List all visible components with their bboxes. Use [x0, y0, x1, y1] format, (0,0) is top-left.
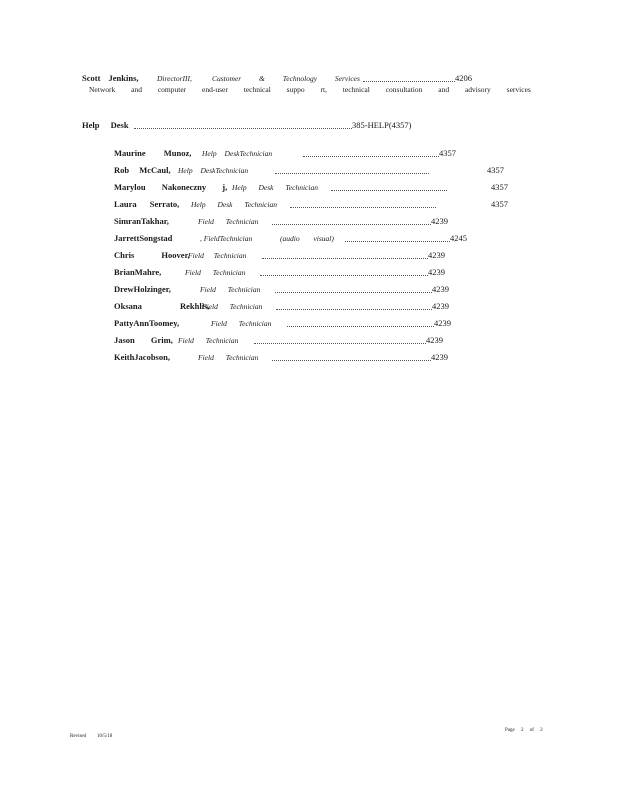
staff-title: Field Technician — [185, 268, 246, 277]
staff-title: Help DeskTechnician — [202, 149, 273, 158]
staff-title: Field Technician — [202, 302, 263, 311]
leader-dots — [331, 190, 447, 191]
leader-dots — [276, 309, 432, 310]
staff-title: Field Technician — [200, 285, 261, 294]
leader-dots — [272, 224, 431, 225]
leader-dots — [345, 241, 450, 242]
staff-name: KeithJacobson, — [114, 352, 170, 362]
staff-name: Maurine Munoz, — [114, 148, 192, 158]
helpdesk-number: 385-HELP(4357) — [352, 120, 412, 130]
staff-name: JarrettSongstad — [114, 233, 173, 243]
staff-extension: 4357 — [491, 182, 508, 192]
staff-title: Help Desk Technician — [191, 200, 277, 209]
staff-title: Field Technician — [198, 353, 259, 362]
staff-name: Laura Serrato, — [114, 199, 180, 209]
staff-name: Marylou Nakoneczny j, — [114, 182, 228, 192]
director-name: Scott Jenkins, — [82, 73, 139, 83]
director-description: Network and computer end-user technical suppo rt, technical consultation and advisory services — [89, 85, 531, 94]
staff-extension: 4357 — [439, 148, 456, 158]
director-extension: 4206 — [455, 73, 472, 83]
staff-name: SimranTakhar, — [114, 216, 169, 226]
staff-extension: 4239 — [428, 250, 445, 260]
staff-title: Field Technician — [188, 251, 247, 260]
staff-extension: 4357 — [487, 165, 504, 175]
staff-title: Help Desk Technician — [232, 183, 318, 192]
staff-extension: 4239 — [432, 284, 449, 294]
staff-title: Help DeskTechnician — [178, 166, 249, 175]
staff-name: PattyAnnToomey, — [114, 318, 180, 328]
staff-note: (audio visual) — [280, 234, 334, 243]
leader-dots — [287, 326, 434, 327]
staff-extension: 4245 — [450, 233, 467, 243]
leader-dots — [275, 292, 432, 293]
page-number: Page 2 of 2 — [505, 728, 543, 733]
leader-dots — [254, 343, 426, 344]
leader-dots — [290, 207, 436, 208]
helpdesk-label: Help Desk — [82, 120, 129, 130]
staff-extension: 4239 — [432, 301, 449, 311]
staff-extension: 4239 — [428, 267, 445, 277]
staff-name: Rob McCaul, — [114, 165, 171, 175]
leader-dots — [272, 360, 431, 361]
staff-extension: 4239 — [431, 352, 448, 362]
staff-extension: 4239 — [434, 318, 451, 328]
revised-label: Revised — [70, 734, 87, 739]
staff-title: Field Technician — [178, 336, 239, 345]
helpdesk-leader-dots — [134, 128, 352, 129]
staff-title: Field Technician — [198, 217, 259, 226]
staff-name: DrewHolzinger, — [114, 284, 171, 294]
staff-title: , FieldTechnician — [200, 234, 253, 243]
director-title: DirectorIII, — [157, 74, 192, 83]
staff-name: Oksana Rekhlis, — [114, 301, 210, 311]
staff-name: BrianMahre, — [114, 267, 162, 277]
staff-name: Chris Hoover, — [114, 250, 190, 260]
director-department: Customer & Technology Services — [212, 74, 360, 83]
staff-name: Jason Grim, — [114, 335, 173, 345]
leader-dots — [303, 156, 439, 157]
director-leader-dots — [363, 81, 455, 82]
staff-title: Field Technician — [211, 319, 272, 328]
leader-dots — [260, 275, 428, 276]
staff-extension: 4357 — [491, 199, 508, 209]
leader-dots — [275, 173, 429, 174]
leader-dots — [262, 258, 428, 259]
staff-extension: 4239 — [426, 335, 443, 345]
revised-date: 10/5/18 — [97, 734, 113, 739]
staff-extension: 4239 — [431, 216, 448, 226]
